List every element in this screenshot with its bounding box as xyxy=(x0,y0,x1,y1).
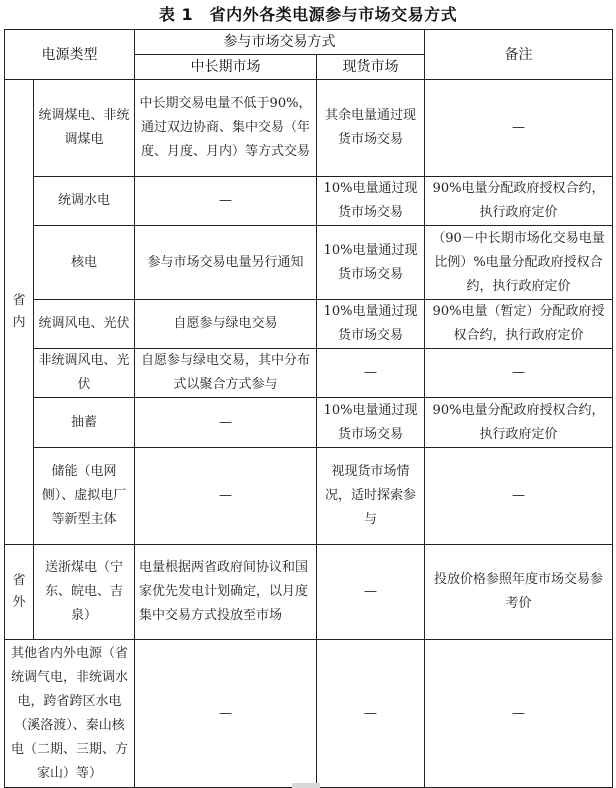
remarks-cell: — xyxy=(425,640,613,788)
table-row xyxy=(5,640,613,788)
source-type-cell: 送浙煤电（宁东、皖电、吉泉） xyxy=(34,545,135,640)
mid-long-cell: — xyxy=(135,177,317,226)
spot-cell: — xyxy=(317,640,425,788)
header-participation: 参与市场交易方式 xyxy=(135,30,425,55)
mid-long-cell: 自愿参与绿电交易 xyxy=(135,300,317,349)
mid-long-cell: — xyxy=(135,398,317,448)
mid-long-cell: 参与市场交易电量另行通知 xyxy=(135,226,317,300)
spot-cell: — xyxy=(317,349,425,398)
market-participation-table xyxy=(4,29,613,788)
table-row xyxy=(5,545,613,640)
table-title: 表 1 省内外各类电源参与市场交易方式 xyxy=(158,5,458,24)
source-type-cell: 非统调风电、光伏 xyxy=(34,349,135,398)
table-row xyxy=(5,80,613,177)
spot-cell: 10%电量通过现货市场交易 xyxy=(317,177,425,226)
header-mid-long-term: 中长期市场 xyxy=(135,55,317,80)
group-out-province: 省外 xyxy=(5,545,34,640)
spot-cell: 其余电量通过现货市场交易 xyxy=(317,80,425,177)
table-row xyxy=(5,349,613,398)
source-type-cell: 统调煤电、非统调煤电 xyxy=(34,80,135,177)
source-type-cell: 抽蓄 xyxy=(34,398,135,448)
table-row xyxy=(5,300,613,349)
header-remarks: 备注 xyxy=(425,30,613,80)
spot-cell: 10%电量通过现货市场交易 xyxy=(317,398,425,448)
source-type-cell: 统调水电 xyxy=(34,177,135,226)
group-in-province: 省内 xyxy=(5,80,34,545)
source-type-cell: 储能（电网侧）、虚拟电厂等新型主体 xyxy=(34,448,135,545)
table-row xyxy=(5,177,613,226)
remarks-cell: 90%电量分配政府授权合约，执行政府定价 xyxy=(425,177,613,226)
spot-cell: — xyxy=(317,545,425,640)
source-type-cell: 统调风电、光伏 xyxy=(34,300,135,349)
remarks-cell: 90%电量（暂定）分配政府授权合约，执行政府定价 xyxy=(425,300,613,349)
header-row-1 xyxy=(5,30,613,55)
table-row xyxy=(5,398,613,448)
mid-long-cell: 电量根据两省政府间协议和国家优先发电计划确定，以月度集中交易方式投放至市场 xyxy=(135,545,317,640)
mid-long-cell: — xyxy=(135,448,317,545)
remarks-cell: 90%电量分配政府授权合约，执行政府定价 xyxy=(425,398,613,448)
header-spot: 现货市场 xyxy=(317,55,425,80)
table-row xyxy=(5,226,613,300)
spot-cell: 10%电量通过现货市场交易 xyxy=(317,300,425,349)
page-footer-mark xyxy=(292,783,320,788)
mid-long-cell: 自愿参与绿电交易，其中分布式以聚合方式参与 xyxy=(135,349,317,398)
remarks-cell: 投放价格参照年度市场交易参考价 xyxy=(425,545,613,640)
remarks-cell: — xyxy=(425,349,613,398)
table-row xyxy=(5,448,613,545)
remarks-cell: — xyxy=(425,448,613,545)
source-type-cell: 核电 xyxy=(34,226,135,300)
mid-long-cell: — xyxy=(135,640,317,788)
spot-cell: 10%电量通过现货市场交易 xyxy=(317,226,425,300)
mid-long-cell: 中长期交易电量不低于90%，通过双边协商、集中交易（年度、月度、月内）等方式交易 xyxy=(135,80,317,177)
spot-cell: 视现货市场情况，适时探索参与 xyxy=(317,448,425,545)
remarks-cell: （90－中长期市场化交易电量比例）%电量分配政府授权合约，执行政府定价 xyxy=(425,226,613,300)
remarks-cell: — xyxy=(425,80,613,177)
header-source-type: 电源类型 xyxy=(5,30,135,80)
source-type-cell: 其他省内外电源（省统调气电，非统调水电，跨省跨区水电（溪洛渡）、秦山核电（二期、三期、方家山）等） xyxy=(5,640,135,788)
